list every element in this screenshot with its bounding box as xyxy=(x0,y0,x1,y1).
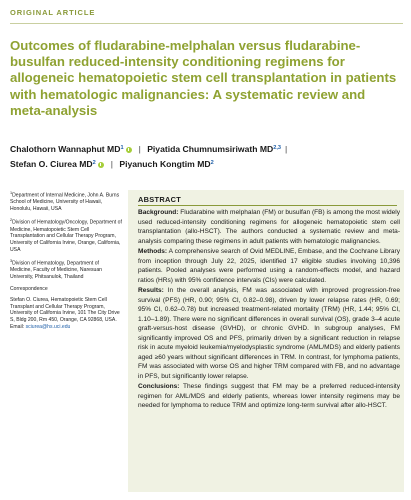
author-separator: | xyxy=(285,144,288,154)
author-affiliation-sup: 1 xyxy=(120,145,124,151)
affiliation-sup: 3 xyxy=(10,259,13,264)
email-label: Email: xyxy=(10,323,25,330)
section-label: Conclusions: xyxy=(138,383,180,390)
author-list xyxy=(10,142,405,172)
abstract-body xyxy=(138,208,400,412)
author-affiliation-sup: 2 xyxy=(92,160,96,166)
section-label: Results: xyxy=(138,287,164,294)
article-type-label: ORIGINAL ARTICLE xyxy=(10,8,96,17)
section-label: Methods: xyxy=(138,248,168,255)
affiliation-text: Department of Internal Medicine, John A. Burns School of Medicine, University of Hawaii, Honolulu, Hawaii, USA xyxy=(10,192,120,212)
abstract-divider xyxy=(138,205,397,206)
author-separator: | xyxy=(138,144,141,154)
correspondence-text xyxy=(10,297,122,330)
affiliation-item xyxy=(10,190,122,212)
author-name[interactable]: Chalothorn Wannaphut MD xyxy=(10,144,121,154)
header-divider xyxy=(10,23,403,24)
affiliation-text: Division of Hematology, Department of Medicine, Faculty of Medicine, Naresuan University, Phitsanulok, Thailand xyxy=(10,260,103,280)
affiliation-item xyxy=(10,258,122,280)
author-name[interactable]: Piyanuch Kongtim MD xyxy=(119,159,211,169)
abstract-section xyxy=(138,247,400,285)
email-link[interactable]: sciurea@hs.uci.edu xyxy=(25,323,71,330)
author-affiliation-sup: 2 xyxy=(210,160,214,166)
affiliation-sup: 1 xyxy=(10,191,13,195)
section-label: Background: xyxy=(138,209,179,216)
abstract-section xyxy=(138,382,400,411)
affiliation-sup: 2 xyxy=(10,218,13,223)
orcid-icon[interactable] xyxy=(126,147,132,153)
section-text: In the overall analysis, FM was associated with improved progression-free survival (PFS) (HR, 0.90; 95% CI, 0.82–0.98), driven by lower relapse rates (HR, 0.69; 95% CI, 0.62–0.78) but increased treatment-related mortality (TRM) (HR, 1.44; 95% CI, 1.10–1.89). There were no significant differences in overall survival (OS), grade 3–4 acute graft-versus-host disease (GVHD), or chronic GVHD. In subgroup analyses, FM significantly improved OS and PFS, primarily driven by a significant reduction in relapse risk in acute myeloid leukemia/myelodysplastic syndrome (AML/MDS) and elderly patients aged ≥60 years without significant differences in TRM. In contrast, for lymphoma patients, FM was associated with worse OS and higher TRM compared with FB, and no advantage in PFS, but significantly lower relapse. xyxy=(138,287,400,380)
affiliation-item xyxy=(10,217,122,253)
section-text: A comprehensive search of Ovid MEDLINE, Embase, and the Cochrane Library from inception through July 22, 2025, identified 17 eligible studies involving 10,396 patients. Pooled analyses were performed using a random-effects model, and hazard ratios (HRs) with 95% confidence intervals (CIs) were calculated. xyxy=(138,248,400,284)
affiliations-column xyxy=(10,190,122,335)
author-name[interactable]: Stefan O. Ciurea MD xyxy=(10,159,93,169)
abstract-section xyxy=(138,286,400,381)
abstract-section xyxy=(138,208,400,246)
orcid-icon[interactable] xyxy=(98,162,104,168)
author-affiliation-sup: 2,3 xyxy=(273,145,282,151)
author-name[interactable]: Piyatida Chumnumsiriwath MD xyxy=(147,144,274,154)
section-text: These findings suggest that FM may be a preferred reduced-intensity regimen for AML/MDS and elderly patients, whereas lower intensity regimens may be needed for lymphoma to reduce TRM and optimize long-term survival after allo-HSCT. xyxy=(138,383,400,409)
abstract-heading: ABSTRACT xyxy=(138,195,182,204)
author-separator: | xyxy=(110,159,113,169)
affiliation-text: Division of Hematology/Oncology, Department of Medicine, Hematopoietic Stem Cell Transplantation and Cellular Therapy Program, University of California Irvine, Orange, California, USA xyxy=(10,220,122,253)
article-title: Outcomes of fludarabine-melphalan versus fludarabine-busulfan reduced-intensity conditioning regimens for allogeneic hematopoietic stem cell transplantation in patients with hematologic malignancies: A systematic review and meta-analysis xyxy=(10,38,397,118)
correspondence-label: Correspondence xyxy=(10,285,48,292)
section-text: Fludarabine with melphalan (FM) or busulfan (FB) is among the most widely used reduced-intensity conditioning regimens for allogeneic hematopoietic stem cell transplantation (allo-HSCT). The authors conducted a systematic review and meta-analysis comparing these regimens in adult patients with hematologic malignancies. xyxy=(138,209,400,245)
correspondence-address: Stefan O. Ciurea, Hematopoietic Stem Cell Transplant and Cellular Therapy Program, University of California Irvine, 101 The City Drive S, Bldg 200, Rm 450, Orange, CA 92868, USA. xyxy=(10,297,120,323)
